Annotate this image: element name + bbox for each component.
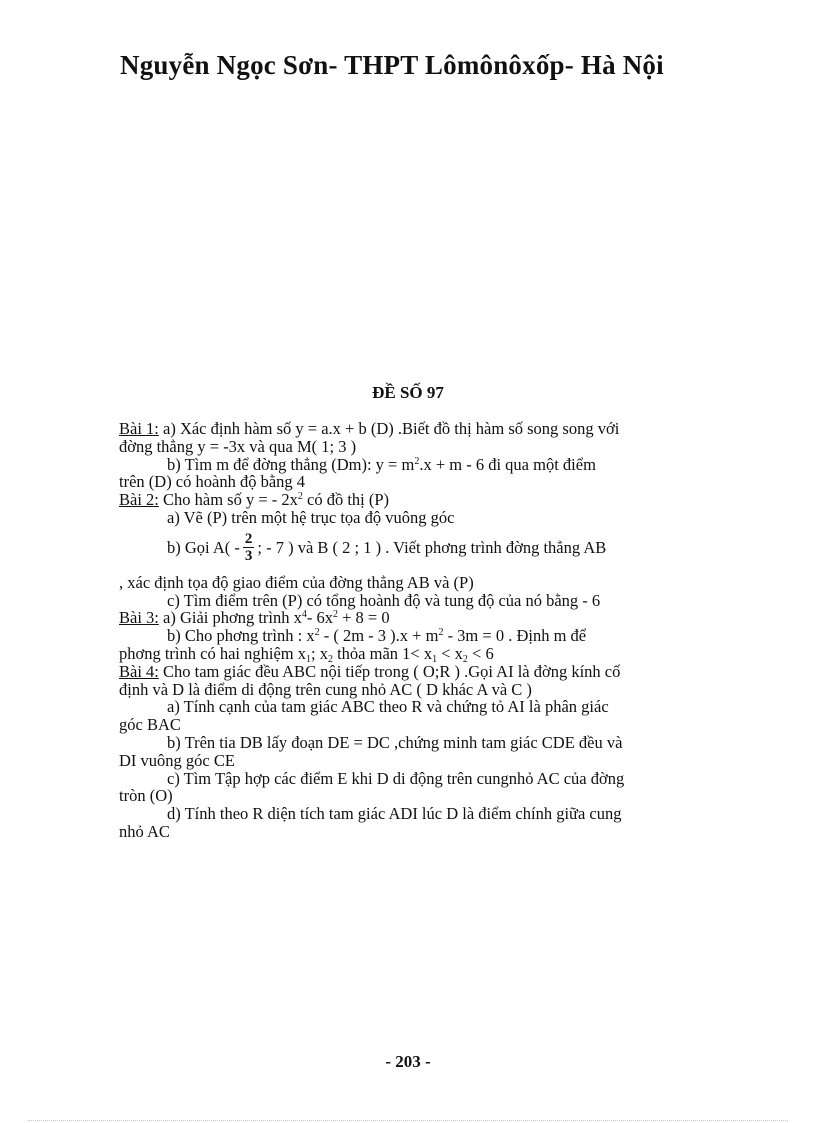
exam-title: ĐỀ SỐ 97 <box>372 383 444 402</box>
bai4-line2: định và D là điểm di động trên cung nhỏ AC ( D khác A và C ) <box>119 679 532 699</box>
bai1-line2: đờng thẳng y = -3x và qua M( 1; 3 ) <box>119 436 357 456</box>
bai4-part-d2: nhỏ AC <box>119 821 170 841</box>
bai2-b-cont: , xác định tọa độ giao điểm của đờng thẳng AB và (P) <box>119 572 474 592</box>
bai3-b-sup1: 2 <box>314 627 320 639</box>
bai2-label: Bài 2: <box>119 490 159 510</box>
bai3-b2-pre: phơng trình có hai nghiệm x <box>119 643 306 663</box>
bai4-part-d1: d) Tính theo R diện tích tam giác ADI lúc D là điểm chính giữa cung <box>167 804 622 824</box>
bai3-b2-mid3: < x <box>437 643 463 663</box>
bai3-sub3: 1 <box>432 653 438 665</box>
bai4-part-b2: DI vuông góc CE <box>119 750 235 770</box>
bai4-part-c1: c) Tìm Tập hợp các điểm E khi D di động trên cungnhỏ AC của đờng <box>167 768 625 788</box>
bai3-a-sup1: 4 <box>301 609 307 621</box>
bai4-text1: Cho tam giác đều ABC nội tiếp trong ( O;R ) .Gọi AI là đờng kính cố <box>158 661 621 681</box>
page-number: - 203 - <box>385 1052 431 1071</box>
fraction-denominator: 3 <box>244 547 253 564</box>
bai3-b-mid: - ( 2m - 3 ).x + m <box>319 626 439 646</box>
bai3-part-b <box>119 627 699 645</box>
bai1-line1 <box>119 420 699 438</box>
bai3-b-sup2: 2 <box>438 627 444 639</box>
bai3-b2-mid1: ; x <box>311 643 328 663</box>
bai3-a-pre: a) Giải phơng trình x <box>158 608 302 628</box>
bai2-sup: 2 <box>297 491 303 503</box>
bai4-part-c2: tròn (O) <box>119 786 173 806</box>
bai4-part-a1: a) Tính cạnh của tam giác ABC theo R và chứng tỏ AI là phân giác <box>167 697 609 717</box>
page-header: Nguyễn Ngọc Sơn- THPT Lômônôxốp- Hà Nội <box>120 50 664 80</box>
bai1-text1: a) Xác định hàm số y = a.x + b (D) .Biết đồ thị hàm số song song với <box>158 419 620 438</box>
bai1-part-b <box>119 456 699 474</box>
bai3-b-pre: b) Cho phơng trình : x <box>167 626 315 646</box>
bai3-line3 <box>119 645 699 663</box>
bai4-line1 <box>119 663 699 681</box>
bai4-part-b1: b) Trên tia DB lấy đoạn DE = DC ,chứng minh tam giác CDE đều và <box>167 732 623 752</box>
bai1-b-text2: .x + m - 6 đi qua một điểm <box>419 454 596 474</box>
bai3-label: Bài 3: <box>119 608 159 628</box>
bai1-label: Bài 1: <box>119 419 159 438</box>
fraction <box>243 532 255 564</box>
bai3-a-mid: - 6x <box>306 608 333 628</box>
bai3-a-sup2: 2 <box>333 609 338 621</box>
bai3-b2-mid2: thỏa mãn 1< x <box>332 643 433 663</box>
bai2-text2: có đồ thị (P) <box>302 490 390 510</box>
bai4-part-a2: góc BAC <box>119 715 181 735</box>
bai3-b2-post: < 6 <box>467 643 494 663</box>
bai2-part-b <box>119 529 699 567</box>
bai2-text1: Cho hàm số y = - 2x <box>158 490 298 510</box>
bai3-a-post: + 8 = 0 <box>338 608 390 628</box>
bai3-b-post: - 3m = 0 . Định m để <box>443 626 587 646</box>
bai1-line4: trên (D) có hoành độ bằng 4 <box>119 472 306 492</box>
bai2-part-c: c) Tìm điểm trên (P) có tổng hoành độ và tung độ của nó bằng - 6 <box>167 590 601 610</box>
bai2-b-post: ; - 7 ) và B ( 2 ; 1 ) . Viết phơng trình đờng thẳng AB <box>257 537 607 557</box>
bai3-sub2: 2 <box>327 653 333 665</box>
bai3-sub4: 2 <box>462 653 468 665</box>
bai1-b-text: b) Tìm m để đờng thẳng (Dm): y = m <box>167 454 415 474</box>
exam-body <box>119 420 699 841</box>
bai3-sub1: 1 <box>306 653 311 665</box>
bai1-b-sup: 2 <box>414 455 420 467</box>
bai2-b-pre: b) Gọi A( - <box>167 537 240 557</box>
bai4-label: Bài 4: <box>119 661 159 681</box>
page-border-dotted <box>28 1120 788 1121</box>
bai2-line1 <box>119 491 699 509</box>
bai3-line1 <box>119 609 699 627</box>
bai2-part-a: a) Vẽ (P) trên một hệ trục tọa độ vuông góc <box>167 507 455 527</box>
fraction-numerator: 2 <box>244 530 253 547</box>
